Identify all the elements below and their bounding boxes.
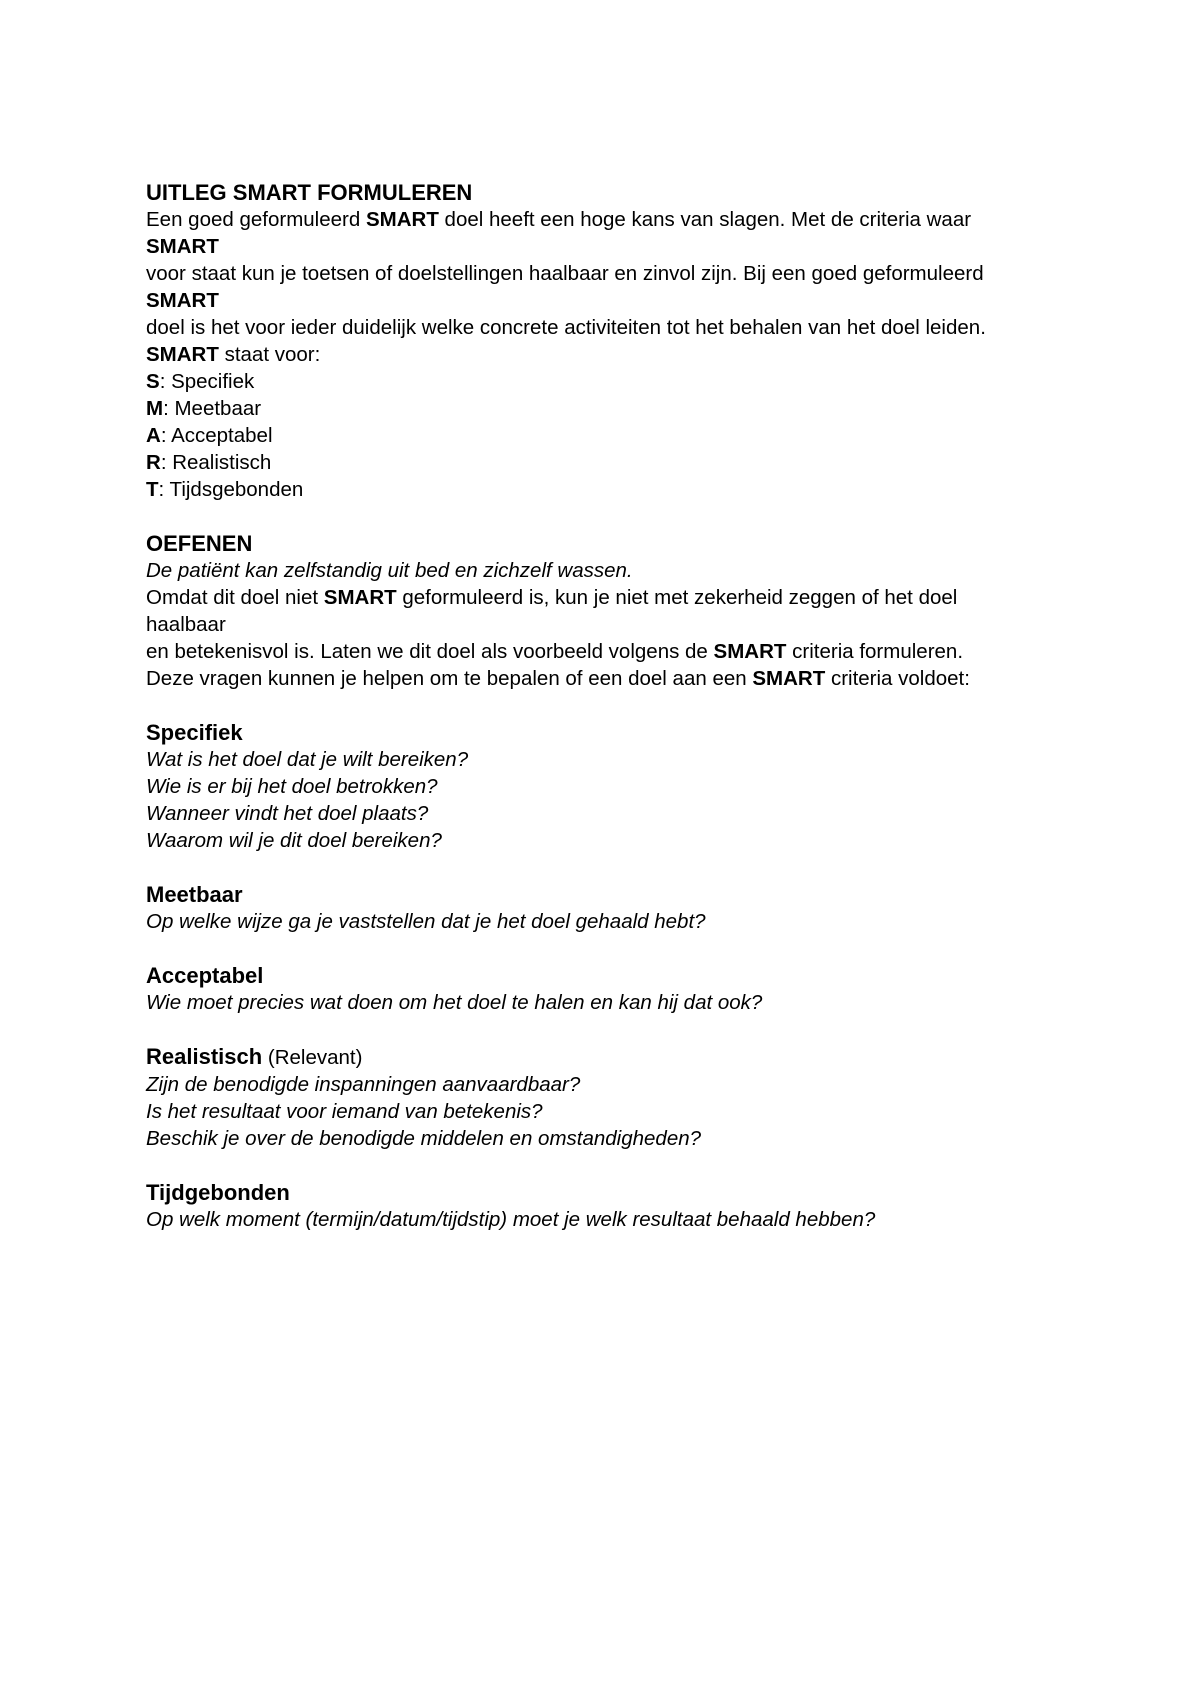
oefenen-text: criteria voldoet: [825, 667, 970, 690]
criterion-letter: S [146, 370, 160, 393]
intro-line-3: doel is het voor ieder duidelijk welke concrete activiteiten tot het behalen van het doel leiden. [146, 316, 986, 339]
oefenen-heading: OEFENEN [146, 531, 253, 556]
meetbaar-heading: Meetbaar [146, 882, 243, 907]
intro-line-4 [146, 341, 1076, 368]
intro-text: staat voor: [218, 343, 321, 366]
intro-line-2: voor staat kun je toetsen of doelstellingen haalbaar en zinvol zijn. Bij een goed geformuleerd [146, 262, 984, 285]
document-page [146, 179, 1076, 1233]
realistisch-question: Zijn de benodigde inspanningen aanvaardbaar? [146, 1073, 581, 1096]
realistisch-title: Realistisch [146, 1044, 263, 1069]
oefenen-text: Omdat dit doel niet [146, 586, 324, 609]
realistisch-question: Is het resultaat voor iemand van betekenis? [146, 1100, 543, 1123]
smart-keyword: SMART [752, 667, 826, 690]
criterion-text: : Meetbaar [163, 397, 262, 420]
acceptabel-question: Wie moet precies wat doen om het doel te halen en kan hij dat ook? [146, 991, 763, 1014]
criterion-item [146, 395, 1076, 422]
criterion-text: : Acceptabel [160, 424, 273, 447]
smart-keyword-line: SMART [146, 289, 219, 312]
realistisch-suffix: (Relevant) [262, 1046, 363, 1069]
oefenen-line-3 [146, 638, 1076, 665]
oefenen-text: Deze vragen kunnen je helpen om te bepalen of een doel aan een [146, 667, 753, 690]
criterion-letter: A [146, 424, 161, 447]
tijdgebonden-heading: Tijdgebonden [146, 1180, 290, 1205]
criterion-text: : Tijdsgebonden [158, 478, 304, 501]
smart-keyword: SMART [365, 208, 439, 231]
criterion-letter: T [146, 478, 159, 501]
specifiek-question: Wat is het doel dat je wilt bereiken? [146, 748, 469, 771]
meetbaar-question: Op welke wijze ga je vaststellen dat je het doel gehaald hebt? [146, 910, 706, 933]
criterion-letter: R [146, 451, 161, 474]
smart-keyword: SMART [323, 586, 397, 609]
oefenen-line-1 [146, 584, 1076, 611]
criterion-letter: M [146, 397, 164, 420]
criterion-text: : Realistisch [160, 451, 272, 474]
specifiek-question: Wanneer vindt het doel plaats? [146, 802, 429, 825]
specifiek-question: Wie is er bij het doel betrokken? [146, 775, 438, 798]
oefenen-line-4 [146, 665, 1076, 692]
realistisch-heading [146, 1043, 1076, 1071]
intro-text: doel heeft een hoge kans van slagen. Met de criteria waar [438, 208, 972, 231]
smart-keyword: SMART [713, 640, 787, 663]
criterion-item [146, 476, 1076, 503]
criterion-text: : Specifiek [159, 370, 255, 393]
example-goal: De patiënt kan zelfstandig uit bed en zichzelf wassen. [146, 559, 633, 582]
document-title: UITLEG SMART FORMULEREN [146, 180, 473, 205]
smart-keyword: SMART [146, 343, 219, 366]
smart-keyword-line: SMART [146, 235, 219, 258]
specifiek-question: Waarom wil je dit doel bereiken? [146, 829, 442, 852]
intro-text: Een goed geformuleerd [146, 208, 366, 231]
specifiek-heading: Specifiek [146, 720, 243, 745]
oefenen-line-2: haalbaar [146, 613, 226, 636]
intro-line-1 [146, 206, 1076, 233]
realistisch-question: Beschik je over de benodigde middelen en omstandigheden? [146, 1127, 702, 1150]
oefenen-text: en betekenisvol is. Laten we dit doel als voorbeeld volgens de [146, 640, 714, 663]
acceptabel-heading: Acceptabel [146, 963, 264, 988]
oefenen-text: geformuleerd is, kun je niet met zekerheid zeggen of het doel [396, 586, 958, 609]
criterion-item [146, 422, 1076, 449]
tijdgebonden-question: Op welk moment (termijn/datum/tijdstip) moet je welk resultaat behaald hebben? [146, 1208, 876, 1231]
criterion-item [146, 449, 1076, 476]
oefenen-text: criteria formuleren. [786, 640, 964, 663]
criterion-item [146, 368, 1076, 395]
